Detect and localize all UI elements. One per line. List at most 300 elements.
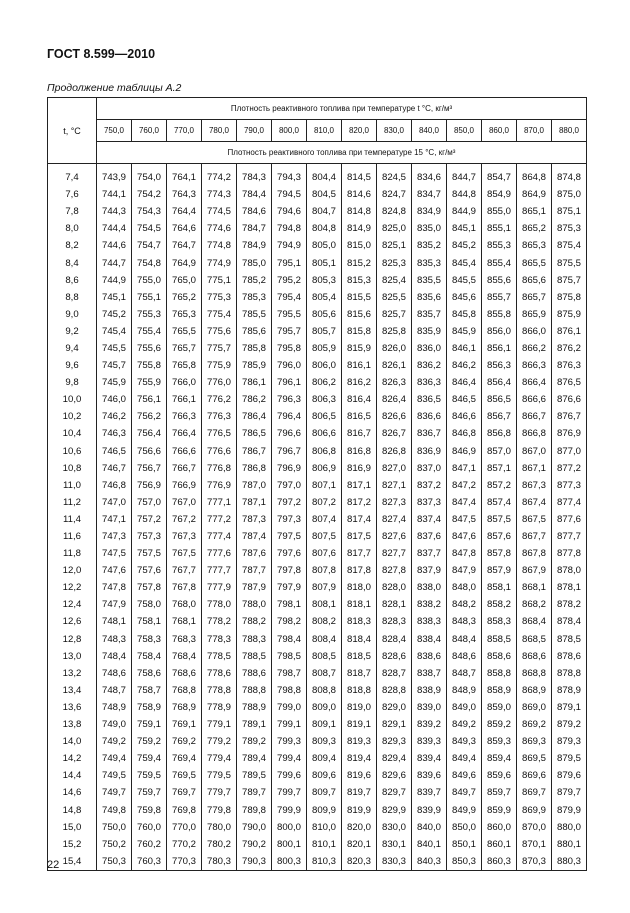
density-cell: 845,4 bbox=[447, 254, 482, 271]
density-cell: 795,5 bbox=[272, 306, 307, 323]
table-row bbox=[48, 665, 587, 682]
density-cell: 759,8 bbox=[132, 801, 167, 818]
density-cell: 827,4 bbox=[377, 511, 412, 528]
temperature-cell: 10,0 bbox=[48, 391, 97, 408]
density-cell: 857,4 bbox=[482, 494, 517, 511]
density-cell: 769,8 bbox=[167, 801, 202, 818]
density-cell: 749,8 bbox=[97, 801, 132, 818]
density-cell: 759,2 bbox=[132, 733, 167, 750]
density-cell: 828,4 bbox=[377, 631, 412, 648]
density-cell: 876,6 bbox=[552, 391, 587, 408]
density-cell: 848,3 bbox=[447, 613, 482, 630]
density-cell: 755,3 bbox=[132, 306, 167, 323]
table-row bbox=[48, 357, 587, 374]
density-cell: 848,0 bbox=[447, 579, 482, 596]
density-cell: 806,2 bbox=[307, 374, 342, 391]
table-row bbox=[48, 562, 587, 579]
density-cell: 816,7 bbox=[342, 425, 377, 442]
density-cell: 795,4 bbox=[272, 289, 307, 306]
density-cell: 877,8 bbox=[552, 545, 587, 562]
density-cell: 784,4 bbox=[237, 186, 272, 203]
density-cell: 835,0 bbox=[412, 220, 447, 237]
density-cell: 857,8 bbox=[482, 545, 517, 562]
density-cell: 796,3 bbox=[272, 391, 307, 408]
density-cell: 767,2 bbox=[167, 511, 202, 528]
column-header: 820,0 bbox=[342, 120, 377, 142]
density-cell: 846,1 bbox=[447, 340, 482, 357]
density-cell: 856,7 bbox=[482, 408, 517, 425]
density-cell: 845,6 bbox=[447, 289, 482, 306]
density-cell: 828,8 bbox=[377, 682, 412, 699]
density-cell: 807,9 bbox=[307, 579, 342, 596]
density-cell: 856,8 bbox=[482, 425, 517, 442]
density-cell: 776,8 bbox=[202, 460, 237, 477]
density-cell: 867,1 bbox=[517, 460, 552, 477]
density-cell: 788,0 bbox=[237, 596, 272, 613]
density-cell: 836,2 bbox=[412, 357, 447, 374]
density-cell: 797,3 bbox=[272, 511, 307, 528]
density-cell: 850,0 bbox=[447, 819, 482, 836]
density-cell: 787,1 bbox=[237, 494, 272, 511]
density-cell: 878,2 bbox=[552, 596, 587, 613]
density-cell: 866,3 bbox=[517, 357, 552, 374]
density-cell: 820,1 bbox=[342, 836, 377, 853]
density-cell: 834,7 bbox=[412, 186, 447, 203]
density-cell: 829,3 bbox=[377, 733, 412, 750]
density-cell: 806,6 bbox=[307, 425, 342, 442]
temperature-cell: 12,6 bbox=[48, 613, 97, 630]
column-header: 870,0 bbox=[517, 120, 552, 142]
density-cell: 880,1 bbox=[552, 836, 587, 853]
density-cell: 785,2 bbox=[237, 272, 272, 289]
density-cell: 859,9 bbox=[482, 801, 517, 818]
temperature-cell: 8,6 bbox=[48, 272, 97, 289]
density-cell: 760,2 bbox=[132, 836, 167, 853]
density-cell: 794,8 bbox=[272, 220, 307, 237]
density-cell: 868,5 bbox=[517, 631, 552, 648]
density-cell: 774,8 bbox=[202, 237, 237, 254]
density-cell: 867,4 bbox=[517, 494, 552, 511]
density-cell: 829,7 bbox=[377, 784, 412, 801]
density-cell: 875,4 bbox=[552, 237, 587, 254]
density-cell: 814,9 bbox=[342, 220, 377, 237]
density-cell: 799,6 bbox=[272, 767, 307, 784]
density-table bbox=[47, 97, 587, 871]
density-cell: 800,1 bbox=[272, 836, 307, 853]
density-cell: 786,4 bbox=[237, 408, 272, 425]
density-cell: 759,7 bbox=[132, 784, 167, 801]
density-cell: 870,1 bbox=[517, 836, 552, 853]
density-cell: 810,3 bbox=[307, 853, 342, 871]
density-cell: 835,2 bbox=[412, 237, 447, 254]
density-cell: 876,3 bbox=[552, 357, 587, 374]
density-cell: 768,1 bbox=[167, 613, 202, 630]
density-cell: 799,0 bbox=[272, 699, 307, 716]
density-cell: 855,4 bbox=[482, 254, 517, 271]
density-cell: 847,1 bbox=[447, 460, 482, 477]
density-cell: 776,2 bbox=[202, 391, 237, 408]
density-cell: 805,7 bbox=[307, 323, 342, 340]
density-cell: 836,6 bbox=[412, 408, 447, 425]
density-cell: 865,2 bbox=[517, 220, 552, 237]
density-cell: 850,1 bbox=[447, 836, 482, 853]
density-cell: 794,9 bbox=[272, 237, 307, 254]
density-cell: 777,1 bbox=[202, 494, 237, 511]
density-cell: 786,2 bbox=[237, 391, 272, 408]
density-cell: 768,4 bbox=[167, 648, 202, 665]
table-row bbox=[48, 596, 587, 613]
density-cell: 839,2 bbox=[412, 716, 447, 733]
page-number: 22 bbox=[47, 859, 60, 871]
density-cell: 747,5 bbox=[97, 545, 132, 562]
density-cell: 859,7 bbox=[482, 784, 517, 801]
density-cell: 806,3 bbox=[307, 391, 342, 408]
column-header: 850,0 bbox=[447, 120, 482, 142]
density-cell: 877,7 bbox=[552, 528, 587, 545]
density-cell: 819,3 bbox=[342, 733, 377, 750]
density-cell: 815,6 bbox=[342, 306, 377, 323]
density-cell: 744,3 bbox=[97, 203, 132, 220]
density-cell: 825,0 bbox=[377, 220, 412, 237]
table-caption: Продолжение таблицы А.2 bbox=[47, 82, 182, 94]
density-cell: 769,7 bbox=[167, 784, 202, 801]
density-cell: 858,2 bbox=[482, 596, 517, 613]
density-cell: 758,7 bbox=[132, 682, 167, 699]
table-row bbox=[48, 613, 587, 630]
density-cell: 830,0 bbox=[377, 819, 412, 836]
density-cell: 789,7 bbox=[237, 784, 272, 801]
density-cell: 766,0 bbox=[167, 374, 202, 391]
density-cell: 787,4 bbox=[237, 528, 272, 545]
density-cell: 766,9 bbox=[167, 477, 202, 494]
density-cell: 866,0 bbox=[517, 323, 552, 340]
density-cell: 839,3 bbox=[412, 733, 447, 750]
density-cell: 786,8 bbox=[237, 460, 272, 477]
table-row bbox=[48, 853, 587, 871]
density-cell: 846,9 bbox=[447, 443, 482, 460]
density-cell: 784,9 bbox=[237, 237, 272, 254]
density-cell: 875,9 bbox=[552, 306, 587, 323]
density-cell: 779,5 bbox=[202, 767, 237, 784]
temperature-cell: 9,6 bbox=[48, 357, 97, 374]
density-cell: 797,6 bbox=[272, 545, 307, 562]
density-cell: 768,0 bbox=[167, 596, 202, 613]
density-cell: 746,7 bbox=[97, 460, 132, 477]
density-cell: 798,5 bbox=[272, 648, 307, 665]
density-cell: 875,3 bbox=[552, 220, 587, 237]
density-cell: 868,8 bbox=[517, 665, 552, 682]
density-cell: 847,6 bbox=[447, 528, 482, 545]
density-cell: 857,1 bbox=[482, 460, 517, 477]
density-cell: 866,4 bbox=[517, 374, 552, 391]
density-cell: 785,3 bbox=[237, 289, 272, 306]
column-header: 770,0 bbox=[167, 120, 202, 142]
density-cell: 835,9 bbox=[412, 323, 447, 340]
temperature-cell: 13,8 bbox=[48, 716, 97, 733]
density-cell: 836,5 bbox=[412, 391, 447, 408]
bottom-caption: Плотность реактивного топлива при температуре 15 °С, кг/м³ bbox=[97, 142, 587, 164]
density-cell: 784,6 bbox=[237, 203, 272, 220]
density-cell: 785,0 bbox=[237, 254, 272, 271]
density-cell: 779,1 bbox=[202, 716, 237, 733]
density-cell: 844,9 bbox=[447, 203, 482, 220]
temperature-cell: 12,8 bbox=[48, 631, 97, 648]
density-cell: 856,5 bbox=[482, 391, 517, 408]
density-cell: 829,1 bbox=[377, 716, 412, 733]
density-cell: 799,9 bbox=[272, 801, 307, 818]
density-cell: 850,3 bbox=[447, 853, 482, 871]
density-cell: 817,2 bbox=[342, 494, 377, 511]
density-cell: 779,4 bbox=[202, 750, 237, 767]
density-cell: 860,1 bbox=[482, 836, 517, 853]
density-cell: 756,4 bbox=[132, 425, 167, 442]
density-cell: 880,0 bbox=[552, 819, 587, 836]
temperature-cell: 9,8 bbox=[48, 374, 97, 391]
density-cell: 816,2 bbox=[342, 374, 377, 391]
density-cell: 858,1 bbox=[482, 579, 517, 596]
density-cell: 869,3 bbox=[517, 733, 552, 750]
density-cell: 777,9 bbox=[202, 579, 237, 596]
density-cell: 838,3 bbox=[412, 613, 447, 630]
density-cell: 747,0 bbox=[97, 494, 132, 511]
density-cell: 769,1 bbox=[167, 716, 202, 733]
density-cell: 855,7 bbox=[482, 289, 517, 306]
density-cell: 774,3 bbox=[202, 186, 237, 203]
density-cell: 818,7 bbox=[342, 665, 377, 682]
column-header: 760,0 bbox=[132, 120, 167, 142]
density-cell: 846,2 bbox=[447, 357, 482, 374]
density-cell: 845,8 bbox=[447, 306, 482, 323]
density-cell: 778,5 bbox=[202, 648, 237, 665]
density-cell: 774,6 bbox=[202, 220, 237, 237]
density-cell: 855,6 bbox=[482, 272, 517, 289]
density-cell: 767,5 bbox=[167, 545, 202, 562]
density-cell: 789,5 bbox=[237, 767, 272, 784]
density-cell: 777,4 bbox=[202, 528, 237, 545]
density-cell: 780,0 bbox=[202, 819, 237, 836]
density-cell: 819,7 bbox=[342, 784, 377, 801]
density-cell: 829,6 bbox=[377, 767, 412, 784]
density-cell: 756,1 bbox=[132, 391, 167, 408]
density-cell: 845,9 bbox=[447, 323, 482, 340]
density-cell: 747,9 bbox=[97, 596, 132, 613]
density-cell: 796,0 bbox=[272, 357, 307, 374]
density-cell: 849,4 bbox=[447, 750, 482, 767]
density-cell: 764,6 bbox=[167, 220, 202, 237]
density-cell: 824,8 bbox=[377, 203, 412, 220]
density-cell: 847,9 bbox=[447, 562, 482, 579]
density-cell: 755,4 bbox=[132, 323, 167, 340]
density-cell: 798,7 bbox=[272, 665, 307, 682]
density-cell: 878,6 bbox=[552, 648, 587, 665]
density-cell: 749,2 bbox=[97, 733, 132, 750]
density-cell: 778,6 bbox=[202, 665, 237, 682]
density-cell: 859,3 bbox=[482, 733, 517, 750]
table-row bbox=[48, 511, 587, 528]
density-cell: 756,9 bbox=[132, 477, 167, 494]
column-header: 750,0 bbox=[97, 120, 132, 142]
density-cell: 827,6 bbox=[377, 528, 412, 545]
density-cell: 880,3 bbox=[552, 853, 587, 871]
density-cell: 765,0 bbox=[167, 272, 202, 289]
density-cell: 754,7 bbox=[132, 237, 167, 254]
density-cell: 844,7 bbox=[447, 164, 482, 187]
temperature-cell: 9,0 bbox=[48, 306, 97, 323]
density-cell: 826,7 bbox=[377, 425, 412, 442]
density-cell: 796,6 bbox=[272, 425, 307, 442]
density-cell: 836,3 bbox=[412, 374, 447, 391]
density-cell: 834,6 bbox=[412, 164, 447, 187]
density-cell: 765,2 bbox=[167, 289, 202, 306]
density-cell: 828,1 bbox=[377, 596, 412, 613]
density-cell: 788,3 bbox=[237, 631, 272, 648]
temperature-cell: 13,4 bbox=[48, 682, 97, 699]
density-cell: 817,1 bbox=[342, 477, 377, 494]
density-cell: 760,0 bbox=[132, 819, 167, 836]
density-cell: 786,1 bbox=[237, 374, 272, 391]
density-cell: 779,7 bbox=[202, 784, 237, 801]
density-cell: 748,4 bbox=[97, 648, 132, 665]
density-cell: 800,3 bbox=[272, 853, 307, 871]
density-cell: 826,3 bbox=[377, 374, 412, 391]
density-cell: 814,6 bbox=[342, 186, 377, 203]
density-cell: 829,9 bbox=[377, 801, 412, 818]
density-cell: 806,5 bbox=[307, 408, 342, 425]
density-cell: 877,4 bbox=[552, 494, 587, 511]
density-cell: 778,9 bbox=[202, 699, 237, 716]
table-row bbox=[48, 784, 587, 801]
density-cell: 865,1 bbox=[517, 203, 552, 220]
density-cell: 797,0 bbox=[272, 477, 307, 494]
density-cell: 816,4 bbox=[342, 391, 377, 408]
density-cell: 744,4 bbox=[97, 220, 132, 237]
density-cell: 758,0 bbox=[132, 596, 167, 613]
density-cell: 746,0 bbox=[97, 391, 132, 408]
column-header: 880,0 bbox=[552, 120, 587, 142]
density-cell: 788,6 bbox=[237, 665, 272, 682]
table-row bbox=[48, 272, 587, 289]
density-cell: 857,5 bbox=[482, 511, 517, 528]
density-cell: 775,3 bbox=[202, 289, 237, 306]
density-cell: 818,8 bbox=[342, 682, 377, 699]
density-cell: 838,0 bbox=[412, 579, 447, 596]
density-cell: 830,1 bbox=[377, 836, 412, 853]
density-cell: 805,3 bbox=[307, 272, 342, 289]
table-row bbox=[48, 306, 587, 323]
density-cell: 808,1 bbox=[307, 596, 342, 613]
density-cell: 794,3 bbox=[272, 164, 307, 187]
density-cell: 765,5 bbox=[167, 323, 202, 340]
density-cell: 857,2 bbox=[482, 477, 517, 494]
table-row bbox=[48, 391, 587, 408]
table-row bbox=[48, 477, 587, 494]
density-cell: 868,9 bbox=[517, 682, 552, 699]
table-row bbox=[48, 254, 587, 271]
density-cell: 777,7 bbox=[202, 562, 237, 579]
temperature-cell: 13,2 bbox=[48, 665, 97, 682]
density-cell: 797,2 bbox=[272, 494, 307, 511]
density-cell: 857,0 bbox=[482, 443, 517, 460]
density-cell: 808,8 bbox=[307, 682, 342, 699]
density-cell: 825,8 bbox=[377, 323, 412, 340]
density-cell: 846,5 bbox=[447, 391, 482, 408]
table-row bbox=[48, 289, 587, 306]
density-cell: 856,3 bbox=[482, 357, 517, 374]
density-cell: 775,7 bbox=[202, 340, 237, 357]
density-cell: 747,3 bbox=[97, 528, 132, 545]
table-row bbox=[48, 203, 587, 220]
density-cell: 746,8 bbox=[97, 477, 132, 494]
density-cell: 877,0 bbox=[552, 443, 587, 460]
temperature-cell: 13,6 bbox=[48, 699, 97, 716]
density-cell: 828,6 bbox=[377, 648, 412, 665]
density-cell: 878,0 bbox=[552, 562, 587, 579]
density-cell: 878,1 bbox=[552, 579, 587, 596]
density-cell: 867,3 bbox=[517, 477, 552, 494]
density-cell: 869,2 bbox=[517, 716, 552, 733]
density-cell: 855,0 bbox=[482, 203, 517, 220]
table-row bbox=[48, 220, 587, 237]
density-cell: 774,5 bbox=[202, 203, 237, 220]
density-cell: 847,8 bbox=[447, 545, 482, 562]
density-cell: 777,2 bbox=[202, 511, 237, 528]
density-cell: 797,5 bbox=[272, 528, 307, 545]
density-cell: 785,6 bbox=[237, 323, 272, 340]
column-header: 840,0 bbox=[412, 120, 447, 142]
density-cell: 755,9 bbox=[132, 374, 167, 391]
density-cell: 879,7 bbox=[552, 784, 587, 801]
density-cell: 749,0 bbox=[97, 716, 132, 733]
density-cell: 876,2 bbox=[552, 340, 587, 357]
density-cell: 805,4 bbox=[307, 289, 342, 306]
density-cell: 859,2 bbox=[482, 716, 517, 733]
density-cell: 765,8 bbox=[167, 357, 202, 374]
density-cell: 764,3 bbox=[167, 186, 202, 203]
density-cell: 776,0 bbox=[202, 374, 237, 391]
density-cell: 745,9 bbox=[97, 374, 132, 391]
density-cell: 876,5 bbox=[552, 374, 587, 391]
temperature-cell: 10,8 bbox=[48, 460, 97, 477]
density-cell: 776,5 bbox=[202, 425, 237, 442]
density-cell: 795,8 bbox=[272, 340, 307, 357]
density-cell: 840,0 bbox=[412, 819, 447, 836]
table-row bbox=[48, 164, 587, 187]
density-cell: 799,7 bbox=[272, 784, 307, 801]
density-cell: 809,6 bbox=[307, 767, 342, 784]
table-row bbox=[48, 528, 587, 545]
density-cell: 820,0 bbox=[342, 819, 377, 836]
density-cell: 849,7 bbox=[447, 784, 482, 801]
density-cell: 749,4 bbox=[97, 750, 132, 767]
density-cell: 809,7 bbox=[307, 784, 342, 801]
temperature-cell: 15,4 bbox=[48, 853, 97, 871]
density-cell: 830,3 bbox=[377, 853, 412, 871]
density-cell: 827,1 bbox=[377, 477, 412, 494]
table-row bbox=[48, 716, 587, 733]
table-row bbox=[48, 682, 587, 699]
density-cell: 809,4 bbox=[307, 750, 342, 767]
density-cell: 810,1 bbox=[307, 836, 342, 853]
density-cell: 827,8 bbox=[377, 562, 412, 579]
temperature-cell: 9,4 bbox=[48, 340, 97, 357]
density-cell: 820,3 bbox=[342, 853, 377, 871]
density-cell: 768,3 bbox=[167, 631, 202, 648]
density-cell: 819,9 bbox=[342, 801, 377, 818]
density-cell: 814,8 bbox=[342, 203, 377, 220]
temperature-cell: 15,2 bbox=[48, 836, 97, 853]
density-cell: 808,5 bbox=[307, 648, 342, 665]
density-cell: 849,6 bbox=[447, 767, 482, 784]
